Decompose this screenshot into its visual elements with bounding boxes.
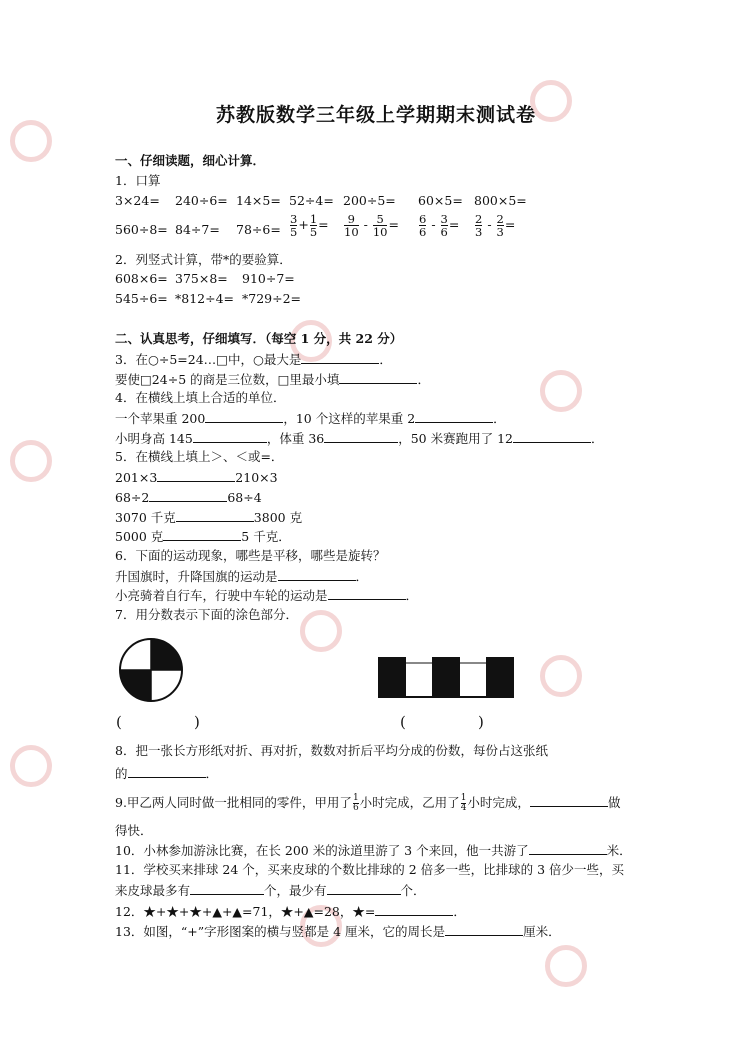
fraction: $\frac{1}{4}$ — [460, 793, 467, 813]
page-title: 苏教版数学三年级上学期期末测试卷 — [215, 104, 536, 126]
answer-paren-close: ) — [194, 713, 200, 731]
fraction: $\frac{9}{10}$ — [344, 212, 359, 239]
calc-item: 78÷6= — [236, 222, 281, 237]
question-5: 5．在横线上填上＞、＜或=． — [115, 449, 284, 464]
answer-blank[interactable] — [190, 881, 264, 895]
calc-item: 84÷7= — [175, 222, 220, 237]
calc-item: 910÷7= — [242, 271, 295, 286]
q2-label: 2．列竖式计算，带*的要验算． — [115, 252, 292, 267]
shaded-bars-figure — [376, 655, 516, 699]
q1-label: 1．口算 — [115, 173, 161, 188]
calc-item: 60×5= — [418, 193, 463, 208]
answer-paren-open: ( — [400, 713, 406, 731]
question-12: 12．★+★+★+▲+▲=71，★+▲=28，★= ． — [115, 904, 466, 919]
answer-blank[interactable] — [324, 429, 398, 443]
question-6: 6．下面的运动现象，哪些是平移，哪些是旋转？ — [115, 548, 386, 563]
fraction: $\frac{5}{10}$ — [372, 212, 388, 239]
question-3a: 3．在○÷5=24…□中，○最大是 ． — [115, 352, 392, 367]
calc-item: 545÷6= — [115, 291, 168, 306]
question-4a: 一个苹果重 200 ，10 个这样的苹果重 2 ． — [115, 411, 506, 426]
shaded-circle-figure — [118, 637, 184, 703]
calc-item: 560÷8= — [115, 222, 168, 237]
calc-item: *729÷2= — [242, 291, 302, 306]
calc-item: *812÷4= — [175, 291, 235, 306]
fraction: $\frac{3}{6}$ — [440, 212, 448, 239]
fraction-expression: $\frac{3}{5}$ + $\frac{1}{5}$ = — [290, 212, 329, 239]
question-11b: 来皮球最多有 个，最少有 个． — [115, 883, 426, 898]
calc-item: 3×24= — [115, 193, 160, 208]
section1-heading: 一、仔细读题，细心计算． — [115, 153, 266, 168]
answer-blank[interactable] — [301, 350, 379, 364]
calc-item: 52÷4= — [289, 193, 334, 208]
question-11a: 11．学校买来排球 24 个，买来皮球的个数比排球的 2 倍多一些，比排球的 3 倍少一些，买 — [115, 862, 625, 877]
calc-item: 200÷5= — [343, 193, 396, 208]
compare-row: 68÷2 68÷4 — [115, 490, 262, 505]
calc-item: 14×5= — [236, 193, 281, 208]
question-6a: 升国旗时，升降国旗的运动是 ． — [115, 569, 369, 584]
fraction: $\frac{6}{6}$ — [419, 212, 427, 239]
calc-item: 375×8= — [175, 271, 228, 286]
fraction: $\frac{1}{6}$ — [352, 793, 359, 813]
calc-item: 608×6= — [115, 271, 168, 286]
answer-blank[interactable] — [128, 764, 206, 778]
question-3b: 要使□24÷5 的商是三位数，□里最小填 ． — [115, 372, 430, 387]
question-13: 13．如图，“+”字形图案的横与竖都是 4 厘米，它的周长是 厘米． — [115, 924, 561, 939]
fraction: $\frac{2}{3}$ — [475, 212, 483, 239]
question-6b: 小亮骑着自行车，行驶中车轮的运动是 ． — [115, 588, 419, 603]
answer-blank[interactable] — [205, 409, 283, 423]
answer-blank[interactable] — [327, 881, 401, 895]
answer-blank[interactable] — [445, 922, 523, 936]
answer-blank[interactable] — [529, 841, 607, 855]
section2-heading: 二、认真思考，仔细填写．（每空 1 分，共 22 分） — [115, 331, 403, 346]
question-8b: 的 ． — [115, 766, 219, 781]
answer-blank[interactable] — [278, 567, 356, 581]
calc-item: 800×5= — [474, 193, 527, 208]
answer-blank[interactable] — [149, 488, 227, 502]
fraction-expression: $\frac{2}{3}$ - $\frac{2}{3}$ = — [475, 212, 516, 239]
fraction: $\frac{2}{3}$ — [496, 212, 504, 239]
answer-blank[interactable] — [415, 409, 493, 423]
question-7: 7．用分数表示下面的涂色部分． — [115, 607, 298, 622]
fraction-expression: $\frac{9}{10}$ - $\frac{5}{10}$ = — [344, 212, 399, 239]
answer-blank[interactable] — [193, 429, 267, 443]
answer-blank[interactable] — [163, 527, 241, 541]
fraction: $\frac{1}{5}$ — [309, 212, 318, 239]
calc-item: 240÷6= — [175, 193, 228, 208]
answer-blank[interactable] — [530, 793, 608, 807]
question-9-cont: 得快． — [115, 823, 153, 838]
question-4b: 小明身高 145 ，体重 36 ，50 米赛跑用了 12 ． — [115, 431, 604, 446]
fraction-expression: $\frac{6}{6}$ - $\frac{3}{6}$ = — [419, 212, 460, 239]
answer-blank[interactable] — [513, 429, 591, 443]
answer-blank[interactable] — [375, 902, 453, 916]
compare-row: 201×3 210×3 — [115, 470, 278, 485]
answer-blank[interactable] — [157, 468, 235, 482]
answer-blank[interactable] — [339, 370, 417, 384]
compare-row: 3070 千克 3800 克 — [115, 510, 303, 525]
question-4: 4．在横线上填上合适的单位． — [115, 390, 286, 405]
fraction: $\frac{3}{5}$ — [290, 212, 298, 239]
question-8a: 8．把一张长方形纸对折、再对折，数数对折后平均分成的份数，每份占这张纸 — [115, 743, 548, 758]
question-9: 9.甲乙两人同时做一批相同的零件，甲用了 $\frac{1}{6}$ 小时完成，乙用了 $\frac{1}{4}$ 小时完成， 做 — [115, 793, 621, 813]
answer-paren-close: ) — [478, 713, 484, 731]
compare-row: 5000 克 5 千克． — [115, 529, 291, 544]
answer-paren-open: ( — [116, 713, 122, 731]
answer-blank[interactable] — [328, 586, 406, 600]
answer-blank[interactable] — [176, 508, 254, 522]
question-10: 10．小林参加游泳比赛，在长 200 米的泳道里游了 3 个来回，他一共游了 米． — [115, 843, 632, 858]
